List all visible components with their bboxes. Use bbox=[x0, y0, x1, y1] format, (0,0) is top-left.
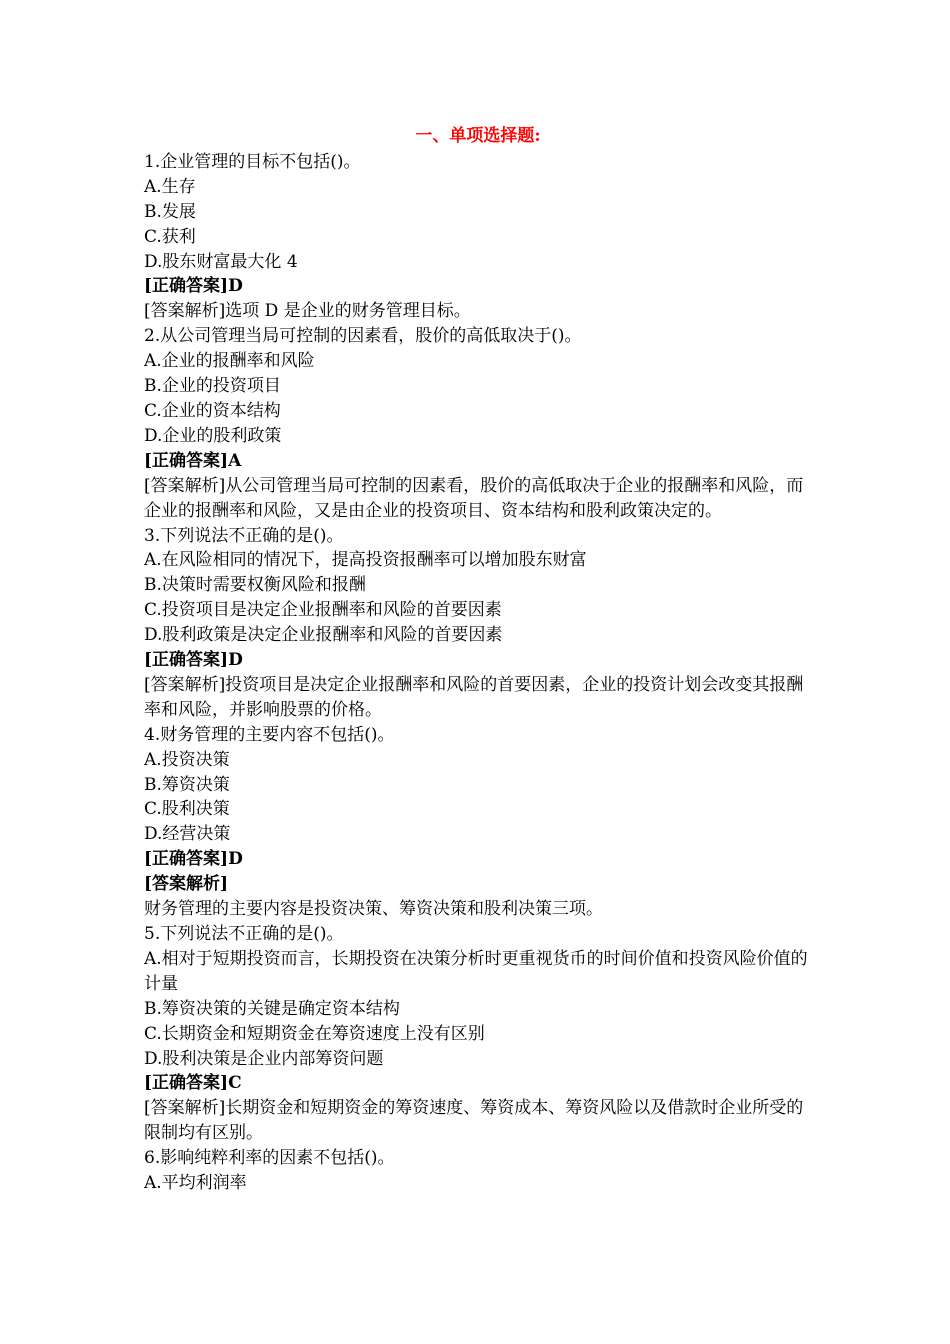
correct-answer: [正确答案]D bbox=[144, 849, 243, 870]
correct-answer: [正确答案]A bbox=[144, 450, 242, 471]
question-stem: 5.下列说法不正确的是()。 bbox=[144, 924, 344, 944]
option: B.筹资决策的关键是确定资本结构 bbox=[144, 998, 400, 1019]
option: D.股东财富最大化 4 bbox=[144, 251, 298, 272]
answer-analysis-label: [答案解析] bbox=[144, 874, 229, 895]
option: C.投资项目是决定企业报酬率和风险的首要因素 bbox=[144, 600, 502, 621]
answer-analysis: [答案解析]从公司管理当局可控制的因素看，股价的高低取决于企业的报酬率和风险，而企业的报酬率和风险，又是由企业的投资项目、资本结构和股利政策决定的。 bbox=[144, 475, 804, 521]
option: C.股利决策 bbox=[144, 799, 230, 820]
correct-answer: [正确答案]D bbox=[144, 650, 243, 671]
question-stem: 1.企业管理的目标不包括()。 bbox=[144, 151, 361, 172]
question-stem: 2.从公司管理当局可控制的因素看，股价的高低取决于()。 bbox=[144, 326, 582, 347]
correct-answer: [正确答案]D bbox=[144, 276, 243, 297]
option: D.经营决策 bbox=[144, 824, 231, 845]
option: A.在风险相同的情况下，提高投资报酬率可以增加股东财富 bbox=[144, 550, 587, 571]
option: C.企业的资本结构 bbox=[144, 400, 281, 421]
answer-analysis: 财务管理的主要内容是投资决策、筹资决策和股利决策三项。 bbox=[144, 899, 603, 920]
option: C.获利 bbox=[144, 226, 196, 247]
option: B.发展 bbox=[144, 201, 196, 222]
option: D.股利政策是决定企业报酬率和风险的首要因素 bbox=[144, 625, 503, 646]
option: C.长期资金和短期资金在筹资速度上没有区别 bbox=[144, 1023, 485, 1044]
question-stem: 6.影响纯粹利率的因素不包括()。 bbox=[144, 1148, 395, 1169]
option: D.股利决策是企业内部筹资问题 bbox=[144, 1048, 384, 1069]
section-title: 一、单项选择题: bbox=[415, 126, 541, 146]
question-stem: 3.下列说法不正确的是()。 bbox=[144, 525, 344, 546]
answer-analysis: [答案解析]长期资金和短期资金的筹资速度、筹资成本、筹资风险以及借款时企业所受的限制均有区别。 bbox=[144, 1098, 804, 1144]
question-stem: 4.财务管理的主要内容不包括()。 bbox=[144, 724, 395, 745]
correct-answer: [正确答案]C bbox=[144, 1073, 242, 1094]
option: A.企业的报酬率和风险 bbox=[144, 351, 315, 372]
option: A.投资决策 bbox=[144, 749, 230, 770]
document-page bbox=[144, 124, 812, 1196]
option: B.企业的投资项目 bbox=[144, 376, 281, 397]
option: B.决策时需要权衡风险和报酬 bbox=[144, 575, 366, 596]
option: D.企业的股利政策 bbox=[144, 425, 282, 446]
answer-analysis: [答案解析]选项 D 是企业的财务管理目标。 bbox=[144, 301, 471, 322]
option: A.相对于短期投资而言，长期投资在决策分析时更重视货币的时间价值和投资风险价值的计量 bbox=[144, 948, 808, 994]
option: A.平均利润率 bbox=[144, 1173, 247, 1194]
answer-analysis: [答案解析]投资项目是决定企业报酬率和风险的首要因素，企业的投资计划会改变其报酬率和风险，并影响股票的价格。 bbox=[144, 674, 804, 720]
option: B.筹资决策 bbox=[144, 774, 230, 795]
option: A.生存 bbox=[144, 176, 196, 197]
